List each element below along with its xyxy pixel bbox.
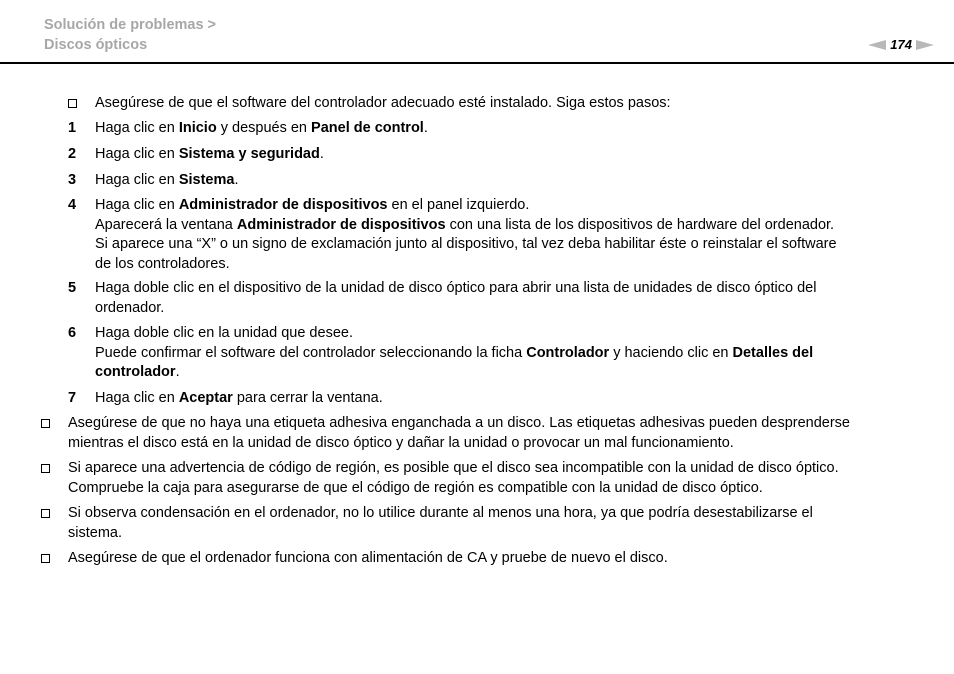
tip-text: Si observa condensación en el ordenador, no lo utilice durante al menos una hora, ya que podría desestabilizarse el sistema. — [68, 505, 813, 541]
ui-term: Panel de control — [311, 120, 424, 136]
tip-text: Asegúrese de que el ordenador funciona con alimentación de CA y pruebe de nuevo el disco. — [68, 550, 668, 566]
step-number: 7 — [68, 390, 77, 406]
ui-term: controlador — [95, 364, 176, 380]
ui-term: Sistema y seguridad — [178, 146, 320, 162]
ui-term: Inicio — [178, 120, 217, 136]
step-number: 2 — [68, 146, 77, 162]
tip-text: Si aparece una advertencia de código de región, es posible que el disco sea incompatible con la unidad de disco óptico. Compruebe la caja para asegurarse de que el código de región es compatible con la unidad de disco óptico. — [68, 460, 839, 496]
step-number: 3 — [68, 172, 77, 188]
ui-term: Controlador — [526, 344, 610, 361]
breadcrumb-topic[interactable]: Discos ópticos — [44, 36, 148, 53]
step-text: Haga clic en Aceptar para cerrar la ventana. — [95, 390, 383, 406]
step-number: 1 — [68, 120, 77, 136]
ui-term: Detalles del — [732, 344, 814, 361]
previous-page-icon[interactable] — [868, 40, 886, 50]
checkbox-icon — [41, 459, 50, 480]
checkbox-icon — [41, 414, 50, 435]
ui-term: Administrador de dispositivos — [178, 197, 388, 213]
ui-term: Sistema — [178, 172, 235, 188]
step-text: Haga clic en Inicio y después en Panel de control. — [95, 120, 428, 136]
page-navigation — [868, 37, 934, 52]
checkbox-icon — [41, 549, 50, 570]
header-divider — [0, 62, 954, 64]
step-text: Haga doble clic en la unidad que desee. Puede confirmar el software del controlador seleccionando la ficha Controlador y haciendo clic en Detalles del controlador. — [95, 325, 814, 380]
intro-text: Asegúrese de que el software del controlador adecuado esté instalado. Siga estos pasos: — [95, 95, 671, 111]
step-text: Haga clic en Sistema. — [95, 172, 239, 188]
step-number: 4 — [68, 197, 77, 213]
ui-term: Administrador de dispositivos — [236, 216, 446, 233]
step-number: 6 — [68, 325, 77, 341]
page-header — [0, 0, 954, 64]
breadcrumb — [44, 16, 216, 55]
page-number: 174 — [890, 37, 912, 52]
tip-text: Asegúrese de que no haya una etiqueta adhesiva enganchada a un disco. Las etiquetas adhesivas pueden desprenderse mientras el disco está en la unidad de disco óptico y dañar la unidad o provocar un mal funcionamiento. — [68, 415, 850, 451]
checkbox-icon — [41, 504, 50, 525]
step-text: Haga clic en Administrador de dispositivos en el panel izquierdo. Aparecerá la ventana Administrador de dispositivos con una lista de los dispositivos de hardware del ordenador. Si aparece una “X” o un signo de exclamación junto al dispositivo, tal vez deba habilitar éste o reinstalar el software de los controladores. — [95, 197, 837, 272]
next-page-icon[interactable] — [916, 40, 934, 50]
step-text: Haga clic en Sistema y seguridad. — [95, 146, 324, 162]
step-text: Haga doble clic en el dispositivo de la unidad de disco óptico para abrir una lista de unidades de disco óptico del ordenador. — [95, 280, 817, 316]
breadcrumb-section[interactable]: Solución de problemas > — [44, 17, 217, 33]
step-number: 5 — [68, 280, 77, 296]
checkbox-icon — [68, 94, 77, 115]
ui-term: Aceptar — [178, 390, 233, 406]
